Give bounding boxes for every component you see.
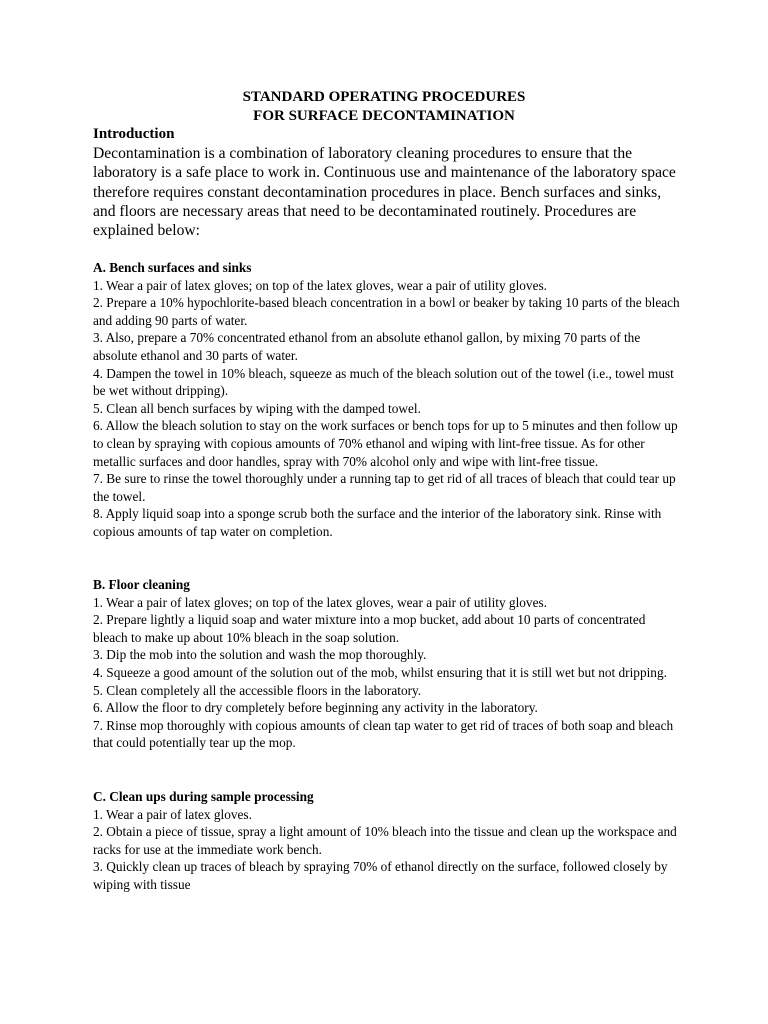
section-bench-surfaces xyxy=(93,259,683,541)
list-item: 2. Prepare a 10% hypochlorite-based bleach concentration in a bowl or beaker by taking 10 parts of the bleach and adding 90 parts of water. xyxy=(93,295,680,328)
section-sample-processing xyxy=(93,788,683,894)
section-heading: B. Floor cleaning xyxy=(93,577,190,592)
list-item: 7. Be sure to rinse the towel thoroughly under a running tap to get rid of all traces of bleach that could tear up the towel. xyxy=(93,471,676,504)
list-item: 1. Wear a pair of latex gloves; on top of the latex gloves, wear a pair of utility gloves. xyxy=(93,277,547,293)
list-item: 1. Wear a pair of latex gloves; on top of the latex gloves, wear a pair of utility gloves. xyxy=(93,594,547,610)
section-heading: C. Clean ups during sample processing xyxy=(93,789,314,804)
introduction-paragraph: Decontamination is a combination of laboratory cleaning procedures to ensure that the laboratory is a safe place to work in. Continuous use and maintenance of the laboratory space therefore requires constant decontamination procedures in place. Bench surfaces and sinks, and floors are necessary areas that need to be decontaminated routinely. Procedures are explained below: xyxy=(93,145,676,240)
list-item: 8. Apply liquid soap into a sponge scrub both the surface and the interior of the laboratory sink. Rinse with copious amounts of tap water on completion. xyxy=(93,506,662,539)
list-item: 3. Dip the mob into the solution and wash the mop thoroughly. xyxy=(93,647,427,663)
list-item: 6. Allow the floor to dry completely before beginning any activity in the laboratory. xyxy=(93,700,538,716)
list-item: 6. Allow the bleach solution to stay on the work surfaces or bench tops for up to 5 minutes and then follow up to clean by spraying with copious amounts of 70% ethanol and wiping with lint-free tissue. As for other metallic surfaces and door handles, spray with 70% alcohol only and wipe with lint-free tissue. xyxy=(93,418,678,469)
list-item: 2. Obtain a piece of tissue, spray a light amount of 10% bleach into the tissue and clean up the workspace and racks for use at the immediate work bench. xyxy=(93,824,677,857)
list-item: 2. Prepare lightly a liquid soap and water mixture into a mop bucket, add about 10 parts of concentrated bleach to make up about 10% bleach in the soap solution. xyxy=(93,612,646,645)
list-item: 5. Clean all bench surfaces by wiping with the damped towel. xyxy=(93,400,421,416)
document-title-line-2: FOR SURFACE DECONTAMINATION xyxy=(253,108,515,124)
list-item: 3. Also, prepare a 70% concentrated ethanol from an absolute ethanol gallon, by mixing 70 parts of the absolute ethanol and 30 parts of water. xyxy=(93,330,641,363)
list-item: 5. Clean completely all the accessible floors in the laboratory. xyxy=(93,682,422,698)
document-title-line-1: STANDARD OPERATING PROCEDURES xyxy=(242,89,526,105)
list-item: 7. Rinse mop thoroughly with copious amounts of clean tap water to get rid of traces of both soap and bleach that could potentially tear up the mop. xyxy=(93,717,674,751)
section-floor-cleaning xyxy=(93,576,683,752)
list-item: 1. Wear a pair of latex gloves. xyxy=(93,806,252,822)
section-heading: A. Bench surfaces and sinks xyxy=(93,260,252,275)
list-item: 4. Dampen the towel in 10% bleach, squeeze as much of the bleach solution out of the towel (i.e., towel must be wet without dripping). xyxy=(93,365,674,399)
introduction-heading: Introduction xyxy=(93,126,175,142)
list-item: 4. Squeeze a good amount of the solution out of the mob, whilst ensuring that it is still wet but not dripping. xyxy=(93,664,667,680)
list-item: 3. Quickly clean up traces of bleach by spraying 70% of ethanol directly on the surface, followed closely by wiping with tissue xyxy=(93,859,668,892)
